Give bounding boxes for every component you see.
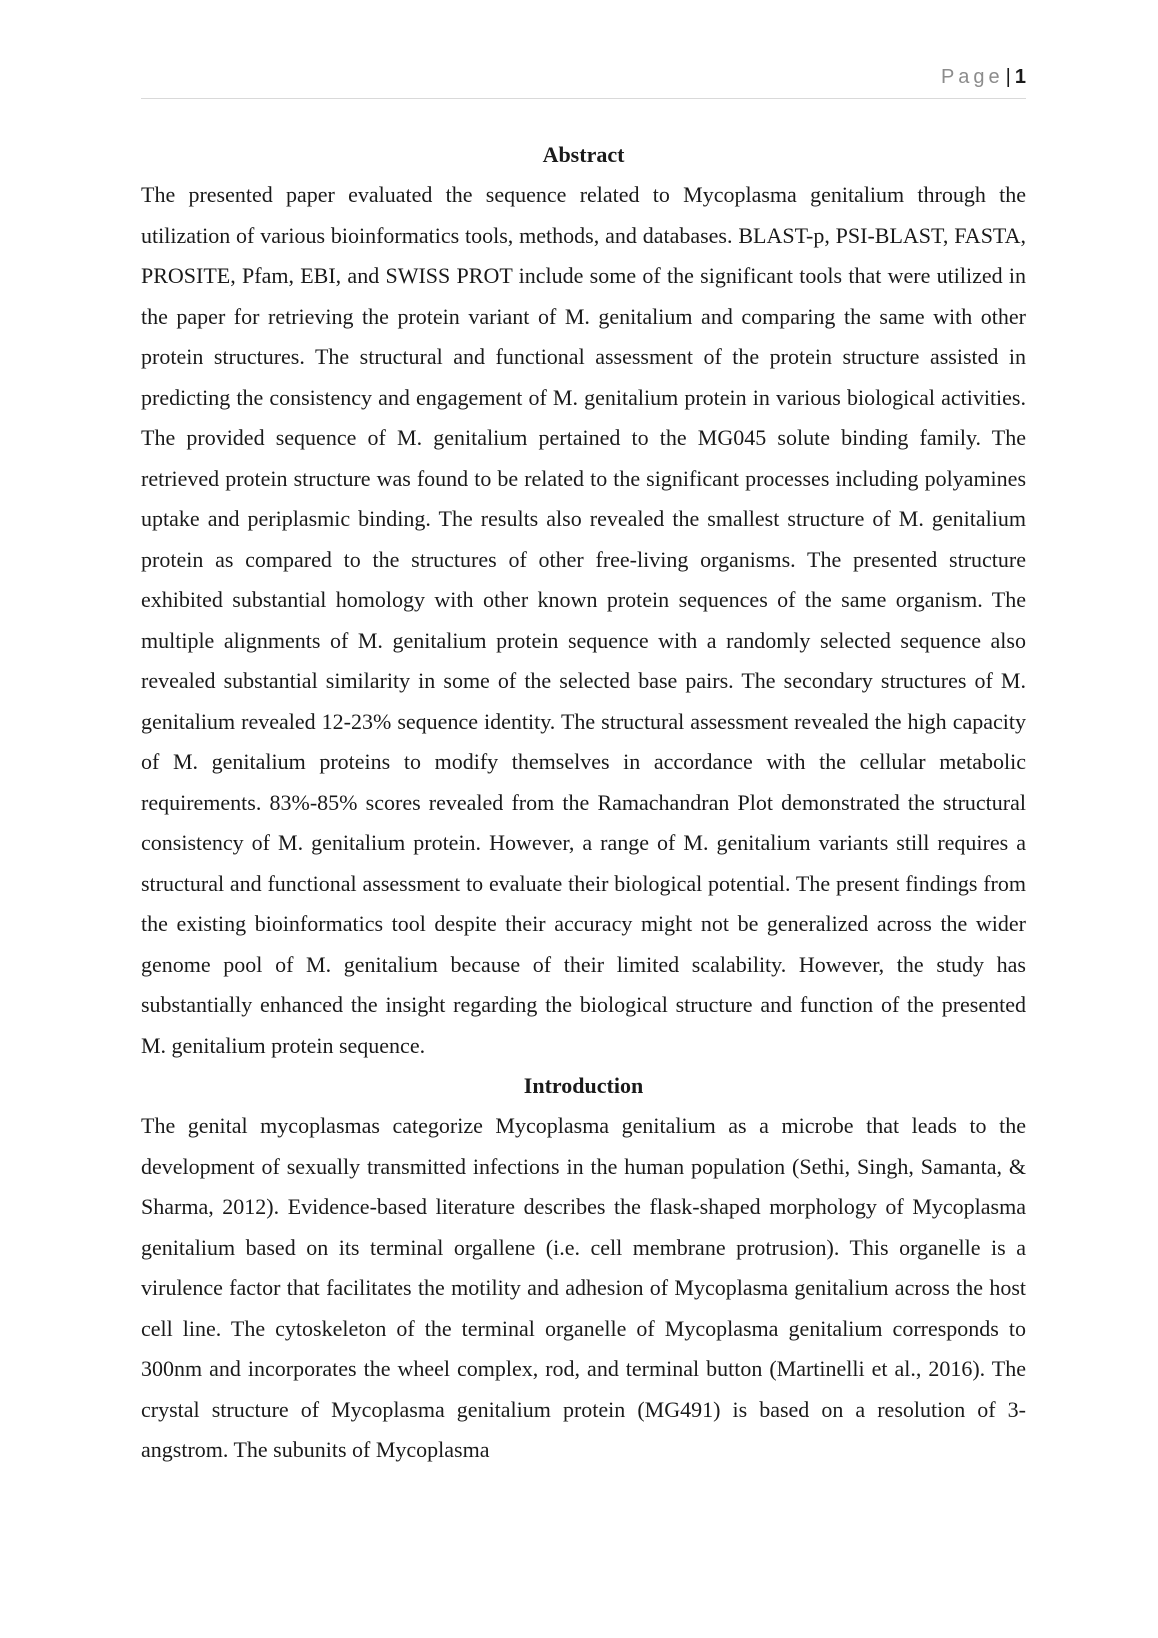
page-content (141, 135, 1026, 1471)
abstract-heading: Abstract (542, 142, 625, 167)
page-header (141, 66, 1026, 99)
page-number: 1 (1014, 66, 1026, 88)
page-separator: | (1005, 66, 1011, 88)
introduction-paragraph: The genital mycoplasmas categorize Mycoplasma genitalium as a microbe that leads to the development of sexually transmitted infections in the human population (Sethi, Singh, Samanta, & Sharma, 2012). Evidence-based literature describes the flask-shaped morphology of Mycoplasma genitalium based on its terminal orgallene (i.e. cell membrane protrusion). This organelle is a virulence factor that facilitates the motility and adhesion of Mycoplasma genitalium across the host cell line. The cytoskeleton of the terminal organelle of Mycoplasma genitalium corresponds to 300nm and incorporates the wheel complex, rod, and terminal button (Martinelli et al., 2016). The crystal structure of Mycoplasma genitalium protein (MG491) is based on a resolution of 3-angstrom. The subunits of Mycoplasma (141, 1113, 1026, 1462)
introduction-heading: Introduction (523, 1073, 644, 1098)
page-label: Page (940, 66, 1004, 88)
abstract-paragraph: The presented paper evaluated the sequence related to Mycoplasma genitalium through the utilization of various bioinformatics tools, methods, and databases. BLAST-p, PSI-BLAST, FASTA, PROSITE, Pfam, EBI, and SWISS PROT include some of the significant tools that were utilized in the paper for retrieving the protein variant of M. genitalium and comparing the same with other protein structures. The structural and functional assessment of the protein structure assisted in predicting the consistency and engagement of M. genitalium protein in various biological activities. The provided sequence of M. genitalium pertained to the MG045 solute binding family. The retrieved protein structure was found to be related to the significant processes including polyamines uptake and periplasmic binding. The results also revealed the smallest structure of M. genitalium protein as compared to the structures of other free-living organisms. The presented structure exhibited substantial homology with other known protein sequences of the same organism. The multiple alignments of M. genitalium protein sequence with a randomly selected sequence also revealed substantial similarity in some of the selected base pairs. The secondary structures of M. genitalium revealed 12-23% sequence identity. The structural assessment revealed the high capacity of M. genitalium proteins to modify themselves in accordance with the cellular metabolic requirements. 83%-85% scores revealed from the Ramachandran Plot demonstrated the structural consistency of M. genitalium protein. However, a range of M. genitalium variants still requires a structural and functional assessment to evaluate their biological potential. The present findings from the existing bioinformatics tool despite their accuracy might not be generalized across the wider genome pool of M. genitalium because of their limited scalability. However, the study has substantially enhanced the insight regarding the biological structure and function of the presented M. genitalium protein sequence. (141, 182, 1026, 1058)
